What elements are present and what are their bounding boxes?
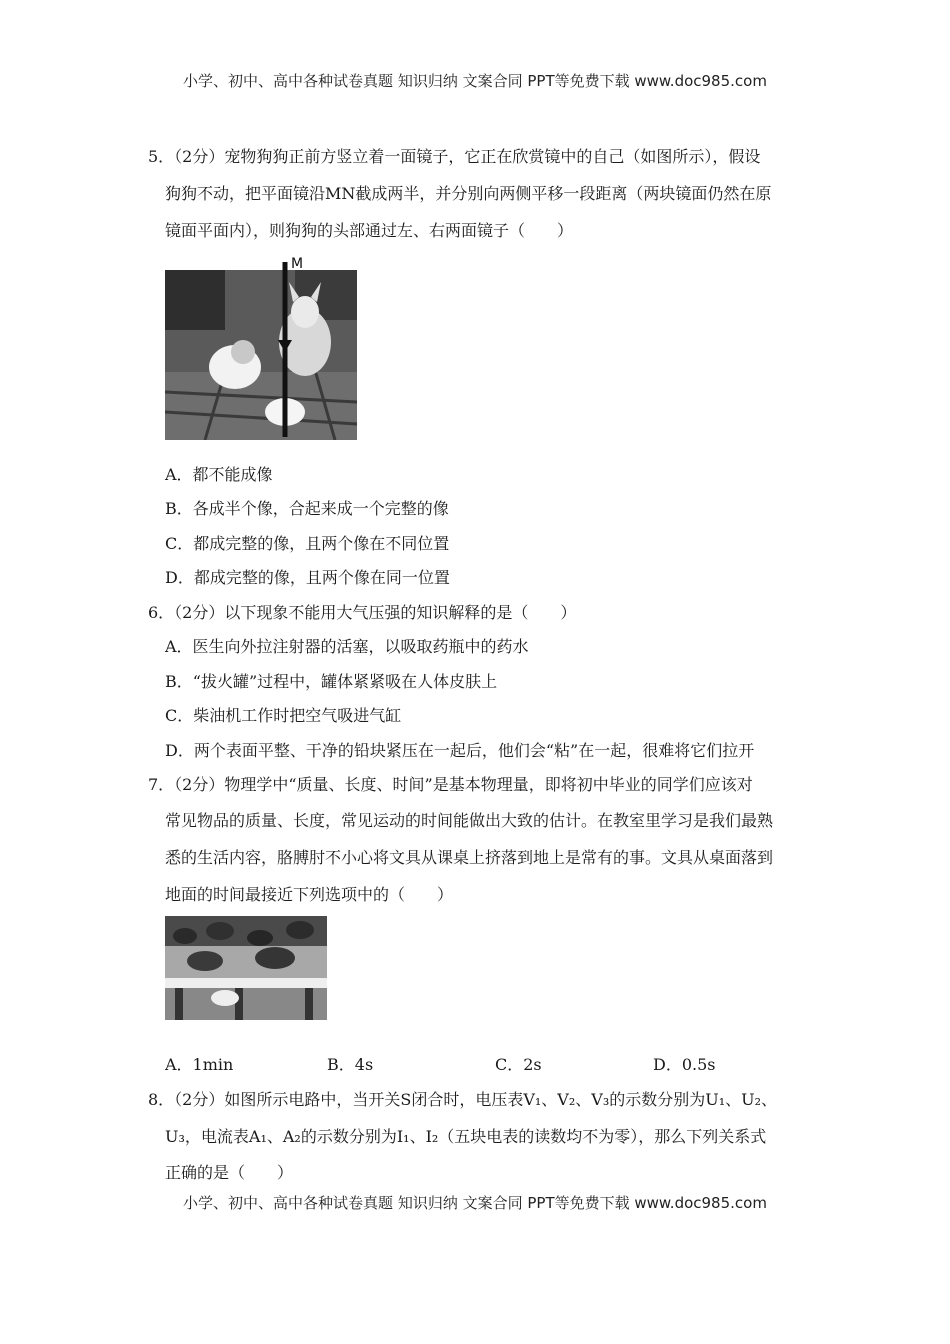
q7-option-a: A．1min xyxy=(165,1055,234,1074)
q7-stem-line-1: 7．（2分）物理学中“质量、长度、时间”是基本物理量，即将初中毕业的同学们应该对 xyxy=(148,775,753,794)
q7-option-b: B．4s xyxy=(327,1055,374,1074)
q6-stem: 6．（2分）以下现象不能用大气压强的知识解释的是（ ） xyxy=(148,603,577,622)
q6-option-a: A．医生向外拉注射器的活塞，以吸取药瓶中的药水 xyxy=(165,637,529,656)
svg-text:M: M xyxy=(291,256,304,272)
dog-mirror-image xyxy=(165,252,357,440)
classroom-image xyxy=(165,916,327,1020)
q5-stem-line-2: 狗狗不动，把平面镜沿MN截成两半，并分别向两侧平移一段距离（两块镜面仍然在原 xyxy=(165,184,772,203)
q5-option-a: A．都不能成像 xyxy=(165,465,273,484)
page-header: 小学、初中、高中各种试卷真题 知识归纳 文案合同 PPT等免费下载 www.doc985.com xyxy=(183,72,767,90)
q8-stem-line-1: 8．（2分）如图所示电路中，当开关S闭合时，电压表V₁、V₂、V₃的示数分别为U₁、U₂、 xyxy=(148,1090,778,1109)
q5-stem-line-3: 镜面平面内），则狗狗的头部通过左、右两面镜子（ ） xyxy=(165,221,574,240)
q5-stem-line-1: 5．（2分）宠物狗狗正前方竖立着一面镜子，它正在欣赏镜中的自己（如图所示），假设 xyxy=(148,147,761,166)
q5-option-c: C．都成完整的像，且两个像在不同位置 xyxy=(165,534,450,553)
q6-option-b: B．“拔火罐”过程中，罐体紧紧吸在人体皮肤上 xyxy=(165,672,498,691)
q5-option-b: B．各成半个像，合起来成一个完整的像 xyxy=(165,499,449,518)
q5-option-d: D．都成完整的像，且两个像在同一位置 xyxy=(165,568,450,587)
q8-stem-line-2: U₃，电流表A₁、A₂的示数分别为I₁、I₂（五块电表的读数均不为零），那么下列关系式 xyxy=(165,1127,767,1146)
q5-dog-mirror-figure xyxy=(165,252,357,440)
q7-stem-line-3: 悉的生活内容，胳膊肘不小心将文具从课桌上挤落到地上是常有的事。文具从桌面落到 xyxy=(165,848,774,867)
q8-stem-line-3: 正确的是（ ） xyxy=(165,1163,294,1182)
q7-stem-line-4: 地面的时间最接近下列选项中的（ ） xyxy=(165,885,454,904)
q7-option-d: D．0.5s xyxy=(653,1055,716,1074)
q7-option-c: C．2s xyxy=(495,1055,542,1074)
q7-classroom-figure xyxy=(165,916,327,1020)
q7-stem-line-2: 常见物品的质量、长度，常见运动的时间能做出大致的估计。在教室里学习是我们最熟 xyxy=(165,811,774,830)
q6-option-c: C．柴油机工作时把空气吸进气缸 xyxy=(165,706,402,725)
q6-option-d: D．两个表面平整、干净的铅块紧压在一起后，他们会“粘”在一起，很难将它们拉开 xyxy=(165,741,755,760)
page-footer: 小学、初中、高中各种试卷真题 知识归纳 文案合同 PPT等免费下载 www.doc985.com xyxy=(183,1194,767,1212)
